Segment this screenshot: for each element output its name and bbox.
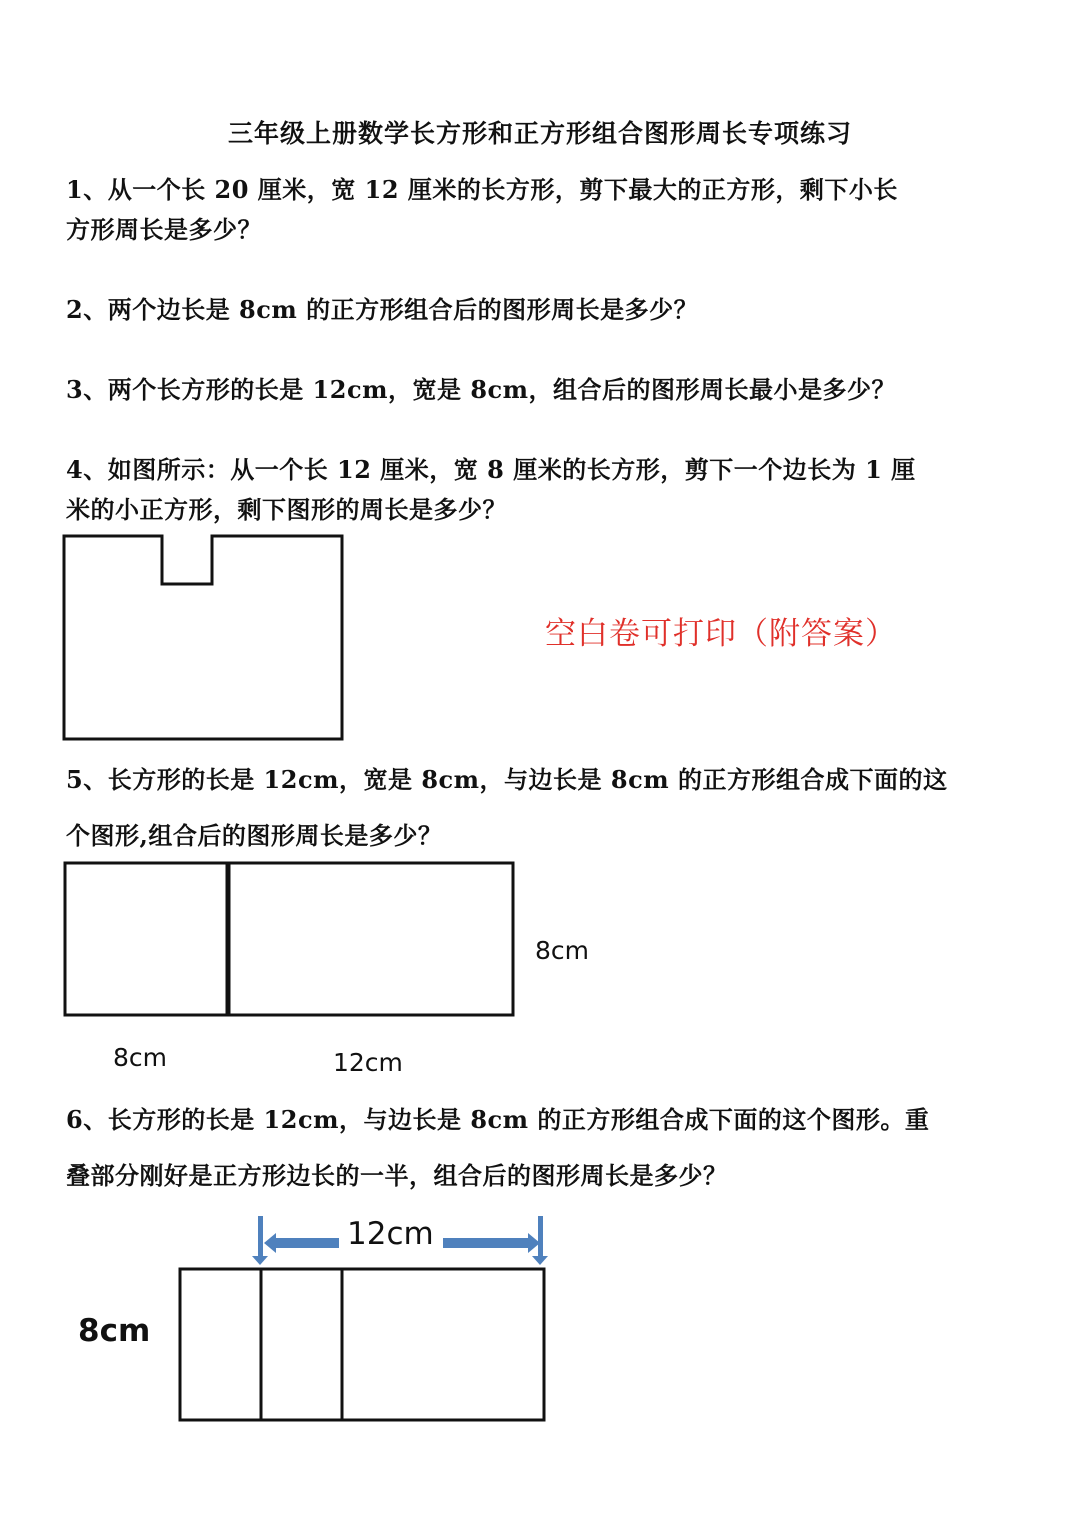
height-label: 8cm [535,936,590,965]
question-text-line: 长方形的长是 12cm，与边长是 8cm 的正方形组合成下面的这个图形。重 [107,1105,930,1134]
rectangle-length-label: 12cm [347,1216,434,1252]
question-number: 4、 [66,455,108,484]
page-title: 三年级上册数学长方形和正方形组合图形周长专项练习 [227,119,852,148]
question-text-line: 长方形的长是 12cm，宽是 8cm，与边长是 8cm 的正方形组合成下面的这 [107,765,948,794]
height-label: 8cm [78,1313,151,1349]
question-4-line-2: 米的小正方形，剩下图形的周长是多少？ [66,495,507,524]
question-5-line-2: 个图形,组合后的图形周长是多少？ [66,821,443,850]
question-number: 6、 [66,1105,108,1134]
printable-note: 空白卷可打印（附答案） [545,616,897,652]
question-6-line-2: 叠部分刚好是正方形边长的一半，组合后的图形周长是多少？ [66,1161,728,1190]
question-text-line: 两个边长是 8cm 的正方形组合后的图形周长是多少？ [107,295,699,324]
question-text-line: 两个长方形的长是 12cm，宽是 8cm，组合后的图形周长最小是多少？ [107,375,897,404]
question-number: 3、 [66,375,108,404]
rectangle-length-label: 12cm [333,1048,403,1077]
question-1-line-2: 方形周长是多少？ [66,215,262,244]
square-width-label: 8cm [113,1043,168,1072]
question-text-line: 从一个长 20 厘米，宽 12 厘米的长方形，剪下最大的正方形，剩下小长 [107,175,898,204]
question-number: 2、 [66,295,108,324]
question-number: 5、 [66,765,108,794]
question-number: 1、 [66,175,108,204]
question-text-line: 如图所示：从一个长 12 厘米，宽 8 厘米的长方形，剪下一个边长为 1 厘 [107,455,916,484]
